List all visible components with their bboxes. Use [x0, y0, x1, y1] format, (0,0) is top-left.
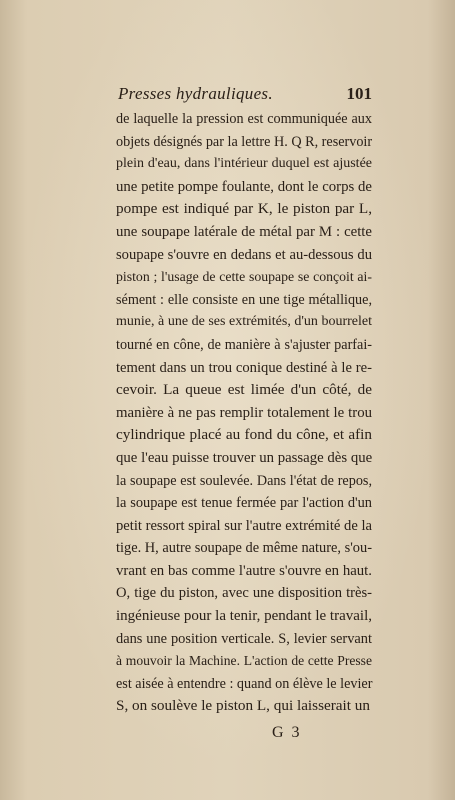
text-line: de laquelle la pression est communiquée aux: [116, 111, 372, 127]
text-line: que l'eau puisse trouver un passage dès que: [116, 449, 373, 466]
text-line: O, tige du piston, avec une disposition très-: [116, 585, 372, 602]
running-title: Presses hydrauliques.: [118, 84, 273, 103]
text-line: tige. H, autre soupape de même nature, s'ou-: [116, 540, 372, 557]
text-line: dans une position verticale. S, levier servant: [116, 630, 372, 647]
text-line: vrant en bas comme l'autre s'ouvre en haut.: [116, 562, 372, 579]
text-line: pompe est indiqué par K, le piston par L,: [116, 200, 372, 218]
text-line: ingénieuse pour la tenir, pendant le travail,: [116, 608, 372, 625]
page-header: [118, 84, 372, 106]
text-line: une soupape latérale de métal par M : cette: [116, 223, 372, 240]
text-line: est aisée à entendre : quand on élève le levier: [116, 675, 373, 692]
body-text: [116, 108, 372, 718]
text-line: une petite pompe foulante, dont le corps de: [116, 178, 372, 195]
page-number: 101: [346, 84, 372, 103]
text-line: la soupape est soulevée. Dans l'état de repos,: [116, 472, 372, 489]
signature-mark: G 3: [272, 724, 302, 741]
text-line: munie, à une de ses extrémités, d'un bourrelet: [116, 314, 372, 330]
text-line: cylindrique placé au fond du cône, et afin: [116, 426, 372, 444]
text-line: petit ressort spiral sur l'autre extrémité de la: [116, 517, 372, 534]
text-line: manière à ne pas remplir totalement le trou: [116, 404, 372, 421]
text-line: piston ; l'usage de cette soupape se conçoit ai-: [116, 269, 372, 285]
text-line: objets désignés par la lettre H. Q R, reservoir: [116, 133, 373, 150]
text-line: la soupape est tenue fermée par l'action d'un: [116, 495, 372, 512]
text-line: sément : elle consiste en une tige métallique,: [116, 291, 372, 308]
text-line: S, on soulève le piston L, qui laisserait un: [116, 697, 370, 715]
text-line: soupape s'ouvre en dedans et au-dessous du: [116, 246, 372, 263]
text-line: tourné en cône, de manière à s'ajuster parfai-: [116, 336, 372, 353]
text-line: cevoir. La queue est limée d'un côté, de: [116, 381, 372, 399]
text-line: plein d'eau, dans l'intérieur duquel est ajustée: [116, 156, 372, 172]
text-line: à mouvoir la Machine. L'action de cette Presse: [116, 653, 372, 669]
text-line: tement dans un trou conique destiné à le re-: [116, 359, 372, 376]
